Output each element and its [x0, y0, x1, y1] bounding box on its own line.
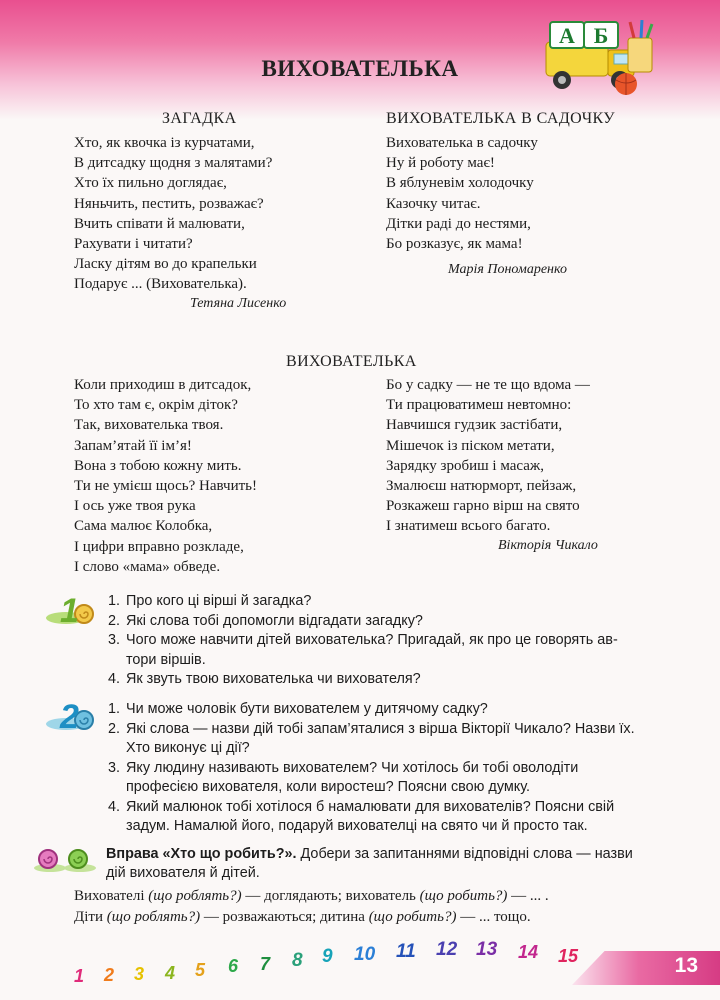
footer-number: 6 — [228, 956, 239, 976]
verse-line: Бо розказує, як мама! — [386, 236, 523, 253]
verse-line: Хто їх пильно доглядає, — [74, 175, 227, 192]
question-text: Які слова — назви дій тобі запам’яталися з вірша Вікторії Чикало? Назви їх. — [126, 720, 635, 737]
logo-letter-a: А — [559, 23, 575, 48]
footer-number: 10 — [354, 944, 376, 965]
footer-number: 4 — [165, 963, 176, 983]
verse-line: Коли приходиш в дитсадок, — [74, 377, 252, 393]
verse-line: Вихователька в садочку — [386, 135, 538, 151]
exercise-text: — ... тощо. — [456, 909, 531, 925]
riddle-heading: ЗАГАДКА — [162, 110, 237, 127]
question-text: Хто виконує ці дії? — [126, 740, 250, 756]
verse-line: Ну й роботу має! — [386, 155, 495, 172]
question-text: Як звуть твою вихователька чи вихователя? — [126, 671, 421, 687]
verse-line: Казочку читає. — [386, 195, 481, 212]
footer-number: 3 — [134, 964, 145, 984]
exercise-text: — доглядають; вихователь — [241, 888, 420, 904]
riddle-verse — [74, 133, 272, 295]
footer-number: 11 — [396, 941, 416, 962]
question-number: 4. — [108, 671, 121, 687]
footer-number: 7 — [260, 954, 271, 974]
page-title: ВИХОВАТЕЛЬКА — [261, 56, 459, 81]
task-list-1 — [108, 592, 668, 692]
footer-number: 8 — [292, 950, 303, 971]
poem-kindergarten-verse — [386, 133, 538, 254]
exercise-question: (що робить?) — [419, 888, 508, 904]
question-number: 4. — [108, 798, 121, 815]
poem-teacher-author: Вікторія Чикало — [498, 538, 598, 553]
question-text: Який малюнок тобі хотілося б намалювати для вихователів? Поясни свій — [126, 798, 615, 815]
poem-teacher-left-verse — [74, 375, 257, 577]
exercise-instruction-continued: дій вихователя й дітей. — [106, 865, 260, 881]
verse-line: Подарує ... (Вихователька). — [74, 276, 247, 293]
verse-line: І ось уже твоя рука — [74, 498, 196, 515]
verse-line: Навчишся гудзик застібати, — [386, 417, 563, 434]
footer-number: 12 — [436, 939, 458, 960]
exercise-instruction-text: Добери за запитаннями відповідні слова — назви — [296, 846, 633, 862]
footer-number: 13 — [476, 939, 498, 960]
exercise-question: (що робить?) — [368, 909, 457, 925]
question-text: Які слова тобі допомогли відгадати загадку? — [126, 612, 423, 629]
question-number: 3. — [108, 632, 121, 648]
exercise-title: Вправа «Хто що робить?». — [106, 846, 297, 862]
verse-line: В дитсадку щодня з малятами? — [74, 155, 273, 172]
question-number: 2. — [108, 612, 121, 629]
task-2-snail-badge-icon — [44, 698, 104, 734]
verse-line: Так, вихователька твоя. — [74, 417, 224, 434]
exercise-text: — ... . — [507, 888, 549, 904]
question-text: Чого може навчити дітей вихователька? Пригадай, як про це говорять ав- — [126, 632, 618, 648]
exercise-instruction — [106, 845, 633, 865]
footer-number: 14 — [518, 942, 539, 962]
question-number: 1. — [108, 593, 121, 609]
verse-line: Вчить співати й малювати, — [74, 215, 245, 232]
riddle-author: Тетяна Лисенко — [190, 296, 287, 311]
verse-line: Вона з тобою кожну мить. — [74, 457, 242, 474]
exercise-text: Вихователі — [74, 888, 149, 904]
question-number: 2. — [108, 720, 121, 737]
verse-line: Розкажеш гарно вірш на свято — [386, 498, 580, 515]
logo-letter-b: Б — [593, 23, 609, 48]
question-text: Про кого ці вірші й загадка? — [126, 593, 312, 609]
verse-line: Рахувати і читати? — [74, 236, 193, 253]
footer-number: 15 — [558, 946, 579, 966]
verse-line: Бо у садку — не те що вдома — — [386, 377, 590, 393]
verse-line: Ти не умієш щось? Навчить! — [74, 478, 257, 495]
task-2-badge-number: 2 — [60, 698, 79, 734]
question-text: Яку людину називають вихователем? Чи хотілось би тобі оволодіти — [126, 759, 579, 776]
poem-teacher-right-verse — [386, 375, 590, 537]
verse-line: І цифри вправно розкладе, — [74, 538, 244, 555]
verse-line: І слово «мама» обведе. — [74, 558, 221, 575]
poem-kindergarten-author: Марія Пономаренко — [448, 262, 567, 277]
page-number: 13 — [674, 954, 698, 977]
question-text: Чи може чоловік бути вихователем у дитячому садку? — [126, 701, 488, 717]
exercise-question: (що роблять?) — [148, 888, 242, 904]
poem-teacher-heading: ВИХОВАТЕЛЬКА — [286, 353, 417, 370]
verse-line: Сама малює Колобка, — [74, 518, 213, 535]
task-1-snail-badge-icon — [44, 592, 104, 628]
verse-line: Змалюєш натюрморт, пейзаж, — [386, 478, 577, 495]
verse-line: Ласку дітям во до крапельки — [74, 256, 257, 273]
verse-line: І знатимеш всього багато. — [386, 518, 551, 535]
footer-number: 9 — [322, 946, 333, 967]
verse-line: Няньчить, пестить, розважає? — [74, 195, 264, 212]
verse-line: Хто, як квочка із курчатами, — [74, 135, 255, 151]
question-number: 1. — [108, 701, 121, 717]
exercise-question: (що роблять?) — [106, 909, 201, 925]
exercise-answer-line-2 — [74, 909, 531, 926]
question-text: тори віршів. — [126, 651, 206, 668]
abc-truck-logo-icon — [540, 20, 658, 102]
verse-line: Запам’ятай її ім’я! — [74, 437, 192, 454]
verse-line: Мішечок із піском метати, — [386, 437, 555, 454]
question-text: професією вихователя, коли виростеш? Поясни свою думку. — [126, 779, 530, 795]
verse-line: Зарядку зробиш і масаж, — [386, 457, 544, 474]
footer-number: 1 — [74, 966, 85, 986]
verse-line: Ти працюватимеш невтомно: — [386, 397, 572, 414]
verse-line: То хто там є, окрім діток? — [74, 397, 238, 414]
verse-line: В яблуневім холодочку — [386, 175, 534, 192]
verse-line: Дітки раді до нестями, — [386, 215, 531, 232]
question-text: задум. Намалюй його, подаруй вихователці на свято чи й просто так. — [126, 818, 588, 834]
exercise-snails-icon — [30, 844, 100, 874]
task-list-2 — [108, 700, 668, 834]
footer-number: 2 — [104, 965, 115, 985]
exercise-text: Діти — [74, 909, 107, 925]
exercise-text: — розважаються; дитина — [200, 909, 369, 925]
poem-kindergarten-heading: ВИХОВАТЕЛЬКА В САДОЧКУ — [386, 110, 615, 127]
task-1-badge-number: 1 — [60, 592, 79, 628]
footer-number: 5 — [195, 960, 206, 980]
question-number: 3. — [108, 759, 121, 776]
exercise-answer-line-1 — [74, 888, 549, 905]
